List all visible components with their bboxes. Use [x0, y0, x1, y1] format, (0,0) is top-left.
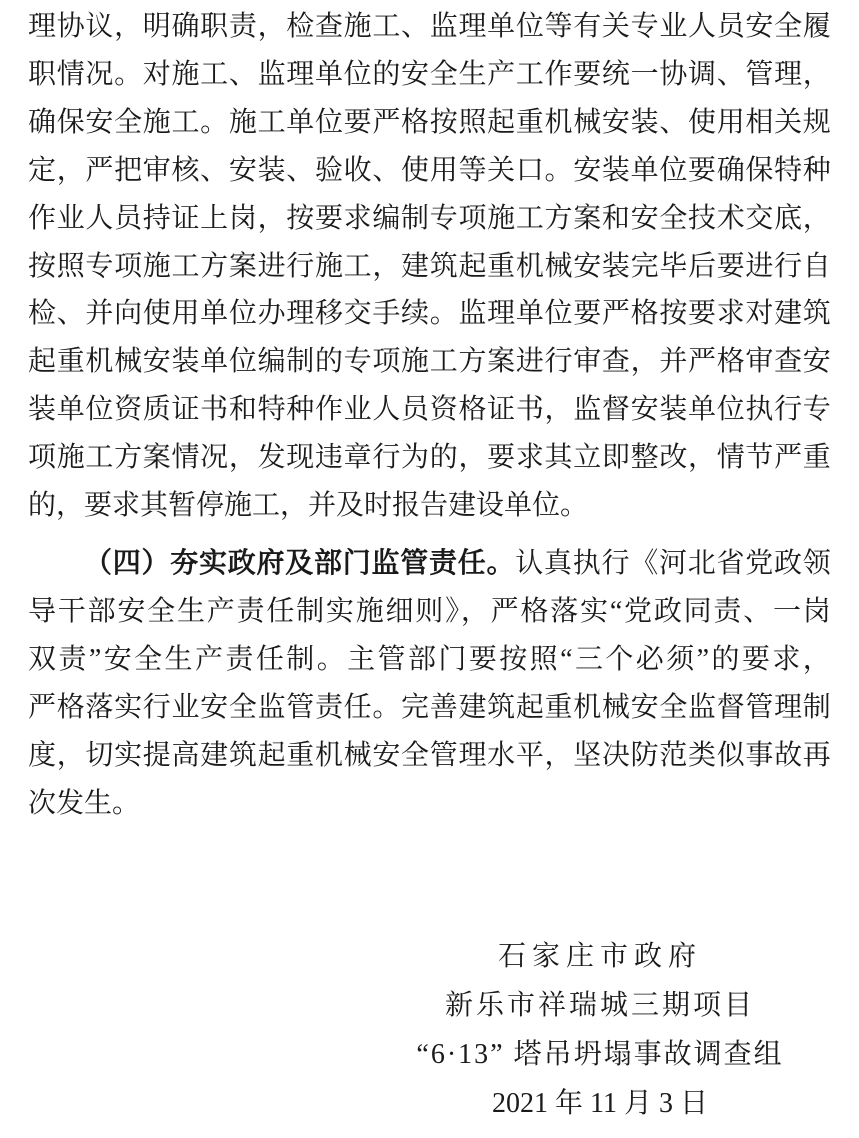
- document-body: [28, 3, 831, 1128]
- body-line: 检、并向使用单位办理移交手续。监理单位要严格按要求对建筑: [28, 298, 831, 330]
- body-line: [28, 540, 831, 588]
- body-line: 定，严把审核、安装、验收、使用等关口。安装单位要确保特种: [28, 154, 831, 186]
- signature-org: 石家庄市政府: [497, 941, 702, 973]
- body-line: 度，切实提高建筑起重机械安全管理水平，坚决防范类似事故再: [28, 739, 831, 771]
- body-line: 项施工方案情况，发现违章行为的，要求其立即整改，情节严重: [28, 442, 831, 474]
- signature-date: 2021 年 11 月 3 日: [492, 1088, 708, 1120]
- body-line: 理协议，明确职责，检查施工、监理单位等有关专业人员安全履: [28, 11, 831, 42]
- body-line: 的，要求其暂停施工，并及时报告建设单位。: [28, 490, 589, 522]
- body-line: 确保安全施工。施工单位要严格按照起重机械安装、使用相关规: [28, 106, 831, 138]
- body-line: 作业人员持证上岗，按要求编制专项施工方案和安全技术交底，: [28, 202, 831, 234]
- body-line: 按照专项施工方案进行施工，建筑起重机械安装完毕后要进行自: [28, 250, 831, 282]
- body-line: 严格落实行业安全监管责任。完善建筑起重机械安全监督管理制: [28, 691, 831, 723]
- paragraph-continuation: [28, 3, 831, 530]
- body-line: 职情况。对施工、监理单位的安全生产工作要统一协调、管理，: [28, 58, 831, 90]
- body-line: 双责”安全生产责任制。主管部门要按照“三个必须”的要求，: [28, 643, 831, 675]
- signature-committee: “6·13” 塔吊坍塌事故调查组: [416, 1039, 784, 1071]
- signature-block: [370, 932, 830, 1128]
- body-line: 次发生。: [28, 787, 141, 819]
- body-line-text: 认真执行《河北省党政领: [515, 547, 831, 579]
- signature-project: 新乐市祥瑞城三期项目: [444, 990, 755, 1022]
- section-heading: （四）夯实政府及部门监管责任。: [84, 547, 516, 579]
- paragraph-section-4: [28, 540, 831, 827]
- body-line: 装单位资质证书和特种作业人员资格证书，监督安装单位执行专: [28, 394, 831, 426]
- body-line: 导干部安全生产责任制实施细则》，严格落实“党政同责、一岗: [28, 595, 831, 627]
- body-line: 起重机械安装单位编制的专项施工方案进行审查，并严格审查安: [28, 346, 831, 378]
